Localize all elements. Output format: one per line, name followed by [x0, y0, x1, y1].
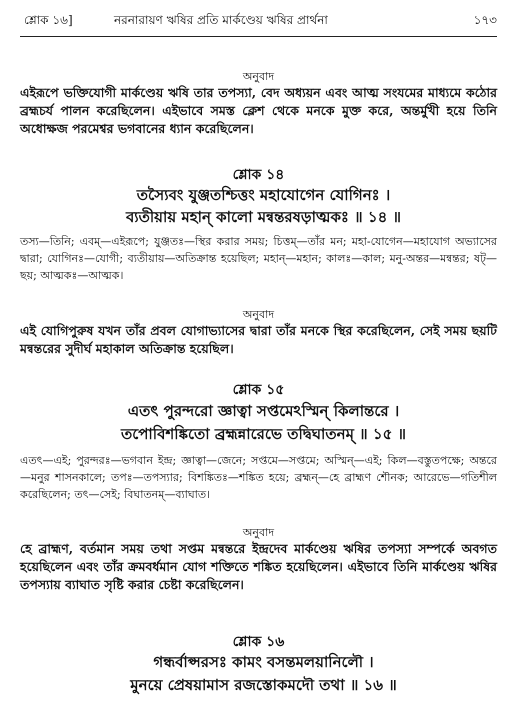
verse-16-line-1: গন্ধর্বাপ্সরসঃ কামং বসন্তমলয়ানিলৌ । [153, 653, 374, 671]
verse-16-heading: শ্লোক ১৬ [232, 634, 285, 650]
anuvad-text-2: এই যোগিপুরুষ যখন তাঁর প্রবল যোগাভ্যাসের দ্বারা তাঁর মনকে স্থির করেছিলেন, সেই সময় ছয়টি মন্বন্তরের সুদীর্ঘ মহাকাল অতিক্রান্ত হয়েছিল। [20, 323, 497, 356]
verse-14-synonyms: তস্য—তিনি; এবম্—এইরূপে; যুঞ্জতঃ—স্থির করার সময়; চিত্তম্—তাঁর মন; মহা-যোগেন—মহাযোগ অভ্যাসের দ্বারা; যোগিনঃ—যোগী; ব্যতীয়ায়—অতিক্রান্ত হয়েছিল; মহান্—মহান; কালঃ—কাল; মনু-অন্তর—মন্বন্তর; ষট্—ছয়; আত্মকঃ—আত্মক। [20, 235, 497, 282]
running-header [24, 12, 497, 32]
verse-14-heading: শ্লোক ১৪ [232, 167, 285, 183]
anuvad-text-3: হে ব্রাহ্মণ, বর্তমান সময় তথা সপ্তম মন্বন্তরে ইন্দ্রদেব মার্কণ্ডেয় ঋষির তপস্যা সম্পর্কে অবগত হয়েছিলেন এবং তাঁর ক্রমবর্ধমান যোগ শক্তিতে শঙ্কিত হয়েছিলেন। এইভাবে তিনি মার্কণ্ডেয় ঋষির তপস্যায় ব্যাঘাত সৃষ্টি করার চেষ্টা করেছিলেন। [20, 541, 497, 592]
header-page-number: ১৭৩ [473, 13, 497, 27]
header-rule [20, 36, 497, 37]
header-chapter-title: নরনারায়ণ ঋষির প্রতি মার্কণ্ডেয় ঋষির প্রার্থনা [114, 13, 328, 27]
verse-15-line-2: তপোবিশঙ্কিতো ব্রহ্মন্নারেভে তদ্বিঘাতনম্ ॥ ১৫ ॥ [120, 425, 407, 443]
verse-15-heading: শ্লোক ১৫ [232, 382, 285, 398]
anuvad-heading-3: অনুবাদ [242, 526, 275, 539]
anuvad-heading-1: অনুবাদ [242, 70, 275, 83]
verse-15-line-1: এতৎ পুরন্দরো জ্ঞাত্বা সপ্তমেঽস্মিন্ কিলান্তরে । [127, 402, 400, 420]
anuvad-text-1: এইরূপে ভক্তিযোগী মার্কণ্ডেয় ঋষি তার তপস্যা, বেদ অধ্যয়ন এবং আত্ম সংযমের মাধ্যমে কঠোর ব্রহ্মচর্য পালন করেছিলেন। এইভাবে সমস্ত ক্লেশ থেকে মনকে মুক্ত করে, অন্তর্মুখী হয়ে তিনি অধোক্ষজ পরমেশ্বর ভগবানের ধ্যান করেছিলেন। [20, 85, 497, 136]
verse-15-synonyms: এতৎ—এই; পুরন্দরঃ—ভগবান ইন্দ্র; জ্ঞাত্বা—জেনে; সপ্তমে—সপ্তমে; অস্মিন্—এই; কিল—বস্তুতপক্ষে; অন্তরে—মনুর শাসনকালে; তপঃ—তপস্যার; বিশঙ্কিতঃ—শঙ্কিত হয়ে; ব্রহ্মন্—হে ব্রাহ্মণ শৌনক; আরেভে—গতিশীল করেছিলেন; তৎ—সেই; বিঘাতনম্—ব্যাঘাত। [20, 454, 497, 501]
verse-16-line-2: মুনয়ে প্রেষয়ামাস রজস্তোকমদৌ তথা ॥ ১৬ ॥ [130, 676, 397, 694]
verse-14-line-1: তস্যৈবং যুঞ্জতশ্চিত্তং মহাযোগেন যোগিনঃ । [136, 186, 391, 204]
header-verse-ref: শ্লোক ১৬] [24, 13, 73, 27]
anuvad-heading-2: অনুবাদ [242, 308, 275, 321]
verse-14-line-2: ব্যতীয়ায় মহান্ কালো মন্বন্তরষড়াত্মকঃ ॥ ১৪ ॥ [125, 208, 402, 226]
